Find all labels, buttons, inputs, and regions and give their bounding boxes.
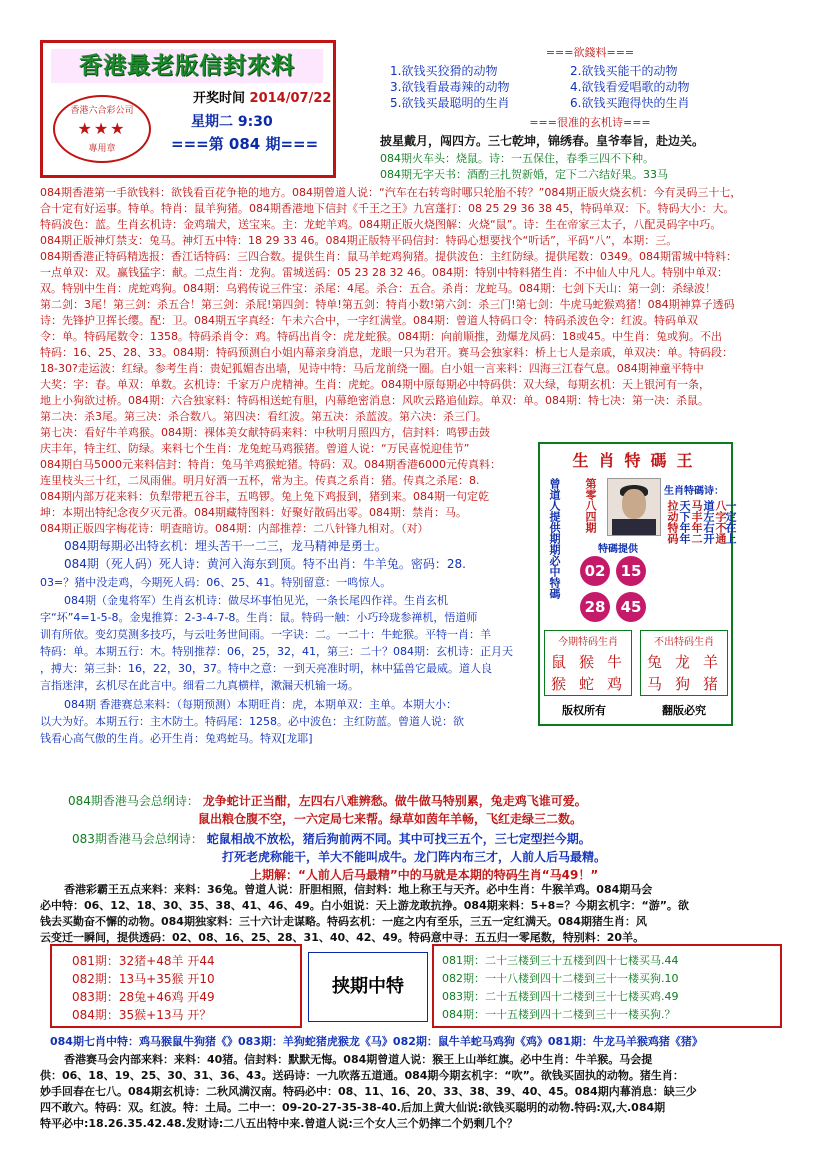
body-line: 084期香港正特码精选报：香江话特码：三四合数。提供生肖：鼠马羊蛇鸡狗猪。提供波色：主红防绿。提供尾数：0349。084期雷城中特料： [40, 250, 737, 263]
body-line: 第七决：看好牛羊鸡猴。084期：裸体美女献特码来料：中秋明月照四方，信封料：鸣锣击鼓 [40, 426, 490, 439]
zodiac-panel-title: 生肖特碼王 [572, 451, 703, 470]
riddle-item: 5.欲钱买最聪明的生肖 [390, 96, 510, 110]
footer-line: 供：06、18、19、25、30、31、36、43。送码诗：一九吹落五道通。084期今期玄机字：“吹”。欲钱买固执的动物。猪生肖： [40, 1069, 684, 1082]
body-line: 084期香港第一手欲钱料：欲钱看百花争艳的地方。084期曾道人说：“汽车在右转弯时哪只轮胎不转？”084期正版火烧玄机：今有灵码三十七， [40, 186, 742, 199]
floor-row: 083期：二十五楼到四十二楼到三十七楼买鸡.49 [442, 990, 679, 1003]
draw-date: 2014/07/22 [249, 91, 332, 106]
body-line: 庆丰年，特主红、防绿。来料七个生肖：龙兔蛇马鸡猴猪。曾道人说：“万民喜悦迎佳节” [40, 442, 470, 455]
king-line: 钱去买勤奋不懈的动物。084期独家料：三十六计走谋略。特码玄机：一庭之内有至乐，三五一定红满天。084期猪生肖：风 [40, 915, 647, 928]
number-ball: 15 [616, 556, 646, 586]
pig-icon: 猪 [703, 675, 719, 693]
body-line: 一点单双：双。赢钱猛字：献。二点生肖：龙狗。雷城送码：05 23 28 32 46。084期：特别中特料猪生肖：不中仙人中凡人。特别中单双： [40, 266, 728, 279]
draw-time [193, 87, 331, 106]
weekday: 星期二 9:30 [191, 114, 273, 130]
history-row: 081期：32猪+48羊 开44 [72, 954, 215, 968]
king-line: 香港彩霸王五点来料：来料：36兔。曾道人说：肝胆相照，信封料：地上称王与天齐。必中生肖：牛猴羊鸡。084期马会 [64, 883, 653, 896]
number-ball: 28 [580, 592, 610, 622]
body-line: 084期（金鬼将军）生肖玄机诗：做尽坏事怕见光，一条长尾四作祥。生肖玄机 [64, 594, 448, 607]
rabbit-icon: 兔 [647, 653, 663, 671]
history-row: 084期：35猴+13马 开？ [72, 1008, 212, 1022]
body-line: 令：单。特码尾数令：1358。特码杀肖令：鸡。特码出肖令：虎龙蛇猴。084期：向前顺推，劲爆龙凤码：18或45。中生肖：兔或狗。不出 [40, 330, 722, 343]
body-line: 03=？猪中没走鸡，今期死人码：06、25、41。特别留意：一鸣惊人。 [40, 576, 392, 589]
poem-084-label: 084期香港马会总纲诗： [68, 794, 199, 808]
train-head-line: 084期火车头：烧鼠。诗：一五保住，春季三四不下种。 [380, 152, 654, 165]
excluded-zodiac-label: 不出特码生肖 [654, 637, 714, 648]
body-line: 钱看心高气傲的生肖。必开生肖：兔鸡蛇马。特双[龙耶] [40, 732, 313, 745]
no-copy-label: 翻版必究 [662, 704, 706, 717]
history-box-left [50, 944, 302, 1028]
riddle-row-3 [390, 94, 790, 111]
history-row: 083期：28兔+46鸡 开49 [72, 990, 215, 1004]
zodiac-period-column: 第零八四期 [584, 478, 597, 533]
ox-icon: 牛 [607, 653, 623, 671]
seal-top-text: 香港六合彩公司 [70, 106, 134, 116]
body-line: 第二剑：3尾！第三剑：杀五合！第三剑：杀屁!第四剑：特单!第五剑：特肖小数!第六剑：杀三门!第七剑：牛虎马蛇猴鸡猪！084期神算子透码 [40, 298, 735, 311]
zodiac-poem-col: 道左右开 [702, 500, 715, 544]
poem-083-line2: 打死老虎称能干，羊大不能叫成牛。龙门阵内布三才，人前人后马最精。 [222, 850, 607, 864]
today-zodiac-label: 今期特码生肖 [558, 637, 618, 648]
body-line: 084期 香港赛总来料：（每期预测）本期旺肖：虎，本期单双：主单。本期大小： [64, 698, 457, 711]
king-line: 必中特：06、12、18、30、35、38、41、46、49。白小姐说：天上游龙敢抗挣。084期来料：5+8=？今期玄机字：“游”。欲 [40, 899, 689, 912]
zodiac-poem-col: 天下年年 [678, 500, 691, 544]
page-title: 香港最老版信封來料 [51, 49, 323, 83]
body-line: 合十定有好运事。特单。特肖：鼠羊狗猪。084期香港地下信封《千王之王》九宫蓬打：08 25 29 36 38 45，特码单双：下。特码大小：大。 [40, 202, 735, 215]
poem-083 [72, 830, 591, 847]
zodiac-poem-col: 拉动特码 [666, 500, 679, 544]
money-riddle-block [380, 44, 800, 184]
body-line: 训有所依。变幻莫测多技巧，与云吐务世间雨。一字诀：二。一二十：牛蛇猴。平特一肖：羊 [40, 628, 491, 641]
riddle-item: 4.欲钱看爱唱歌的动物 [570, 80, 690, 94]
zodiac-poem-col: 八字不通 [714, 500, 727, 544]
money-riddle-heading: ===欲錢料=== [545, 46, 635, 59]
footer-line: 084期七肖中特：鸡马猴鼠牛狗猪《》083期：羊狗蛇猪虎猴龙《马》082期：鼠牛羊蛇马鸡狗《鸡》081期：牛龙马羊猴鸡猪《猪》 [50, 1035, 703, 1048]
body-line: 084期每期必出特玄机：埋头苦干一二三，龙马精神是勇士。 [64, 539, 387, 553]
body-line: 特码：单。本期五行：木。特别推荐：06，25，32，41，第三：二十？084期：玄机诗：正月天 [40, 645, 513, 658]
riddle-row-1 [390, 62, 790, 79]
footer-line: 香港赛马会内部来料：来料：40猪。信封料：默默无悔。084期曾道人说：猴王上山举红旗。必中生肖：牛羊猴。马会提 [64, 1053, 653, 1066]
seal-stars: ★★★ [77, 119, 127, 138]
snake-icon: 蛇 [579, 675, 595, 693]
riddle-item: 3.欲钱看最毒辣的动物 [390, 80, 510, 94]
company-seal [53, 95, 151, 163]
body-line: 坤：本期出特纪念夜夕灭元番。084期藏特图料：好聚好散码出零。084期：禁肖：马。 [40, 506, 467, 519]
body-line: 084期正版神灯禁支：兔马。神灯五中特：18 29 33 46。084期正版特平码信封：特码心想要找个“听话”，平码“八”，本期：三。 [40, 234, 678, 247]
king-line: 云变迁一瞬间，提供透码：02、08、16、25、28、31、40、42、49。特码意中寻：五五归一零尾数，特别料：20羊。 [40, 931, 645, 944]
poem-084 [68, 792, 587, 809]
body-line: 大奖：字：春。单双：单数。玄机诗：千家万户虎精神。生肖：虎蛇。084期中原每期必中特码供：双大绿，每期玄机：天上银河有一条， [40, 378, 710, 391]
body-line: 084期正版四字梅花诗：明查暗访。084期：内部推荐：二八针锋九相对。（对） [40, 522, 429, 535]
body-line: 言指迷津，玄机尽在此言中。细看二九真横样，漱漏天机输一场。 [40, 679, 359, 692]
floor-row: 082期：一十八楼到四十二楼到三十一楼买狗.10 [442, 972, 679, 985]
body-line: ，搏大：第三卦：16，22，30，37。特中之意：一到天亮准时明，林中猛兽它最威。道人良 [40, 662, 492, 675]
poem-083-line1: 蛇鼠相战不放松，猪后狗前两不同。其中可找三五个，三七定型拦今期。 [206, 832, 591, 846]
poem-083-label: 083期香港马会总纲诗： [72, 832, 203, 846]
poem-084-line1: 龙争蛇计正当酣，左四右八难辨愁。做牛做马特别累，兔走鸡飞谁可爱。 [202, 794, 587, 808]
heavenly-book-line: 084期无字天书：酒酌三扎贺新婚，定下二六结好果。33马 [380, 168, 668, 181]
body-line: 特码：16、25、28、33。084期：特码预测白小姐内幕亲身消息，龙眼一只为君开。赛马会独家料：桥上七人是亲戚，单双决：单。特码段： [40, 346, 733, 359]
riddle-item: 6.欲钱买跑得快的生肖 [570, 96, 690, 110]
body-line: 084期（死人码）死人诗：黄河入海东到顶。特不出肖：牛羊兔。密码：28. [64, 557, 466, 571]
zodiac-poem-col: 马丰年二 [690, 500, 703, 544]
floor-box-right [432, 944, 782, 1028]
number-ball: 45 [616, 592, 646, 622]
riddle-item: 2.欲钱买能干的动物 [570, 64, 678, 78]
rooster-icon: 鸡 [607, 675, 623, 693]
header-box [40, 40, 336, 178]
history-row: 082期：13马+35猴 开10 [72, 972, 215, 986]
draw-time-label: 开奖时间 [193, 91, 246, 106]
zodiac-left-column: 曾道人提供期期必中特碼 [548, 478, 561, 599]
riddle-item: 1.欲钱买狡猾的动物 [390, 64, 498, 78]
footer-line: 妙手回春在七八。084期玄机诗：二秋风满汉南。特码必中：08、11、16、20、33、38、39、40、45。084期内幕消息：缺三少 [40, 1085, 697, 1098]
footer-line: 四不敢六。特码：双。红波。特：土局。二中一：09-20-27-35-38-40.后加上黄大仙说:欲钱买聪明的动物.特码:双,大.084期 [40, 1101, 666, 1114]
body-line: 连里枝头三十红，二凤雨催。明月好酒一五杯，常为主。传真之系肖：猪。传真之杀尾：8. [40, 474, 480, 487]
body-line: 084期白马5000元来料信封：特肖：兔马羊鸡猴蛇猪。特码：双。084期香港6000元传真料： [40, 458, 501, 471]
zodiac-poem-heading: 生肖特碼诗： [664, 486, 724, 497]
body-line: 双。特别中生肖：虎蛇鸡狗。084期：乌鸦传说三件宝：杀尾：4尾。杀合：五合。杀肖：龙蛇马。084期：七剑下天山：第一剑：杀绿波！ [40, 282, 716, 295]
floor-row: 081期：二十三楼到三十五楼到四十七楼买马.44 [442, 954, 679, 967]
zodiac-poem-col: 一定在上 [724, 500, 737, 544]
body-line: 18-30?走运波：红绿。参考生肖：贵妃狐媚杏出墙，见诗中特：马后龙前绕一圈。白小姐一言来料：四海三江春气息。084期神童平特中 [40, 362, 704, 375]
portrait-image [607, 478, 661, 536]
horse-icon: 马 [647, 675, 663, 693]
body-line: 第二决：杀3尾。第三决：杀合数八。第四决：看红波。第五决：杀蓝波。第六决：杀三门。 [40, 410, 487, 423]
body-line: 诗：先锋护卫挥长缨。配：卫。084期五字真经：午未六合中，一字红满堂。084期：曾道人特码口令：特码杀波色令：红波。特码单双 [40, 314, 698, 327]
goat-icon: 羊 [703, 653, 719, 671]
zodiac-king-panel [538, 442, 737, 726]
dragon-icon: 龙 [675, 653, 691, 671]
body-line: 特码波色：蓝。生肖玄机诗：金鸡瑞犬，送宝来。主：龙蛇羊鸡。084期正版火烧图解：火烧“鼠”。诗：生在帝家三太子，八配灵码字中巧。 [40, 218, 722, 231]
today-zodiac-box [544, 630, 632, 696]
excluded-zodiac-box [640, 630, 728, 696]
poem-083-explain: 上期解：“人前人后马最精”中的马就是本期的特码生肖“马49！” [250, 868, 599, 882]
poem-heading: ===很准的玄机诗=== [529, 116, 651, 129]
dog-icon: 狗 [675, 675, 691, 693]
seal-bottom-text: 專用章 [88, 144, 116, 154]
special-label-box: 挟期中特 [308, 952, 428, 1022]
monkey-icon: 猴 [579, 653, 595, 671]
body-line: 地上小狗欲过桥。084期：六合独家料：特码相送蛇有胆，内幕绝密消息：风吹云路追仙踪。单双：单。084期：特七决：第一决：杀鼠。 [40, 394, 709, 407]
rat-icon: 鼠 [551, 653, 567, 671]
poem-line: 披星戴月，闯四方。三七乾坤，锦绣春。皇爷奉旨，赴边关。 [380, 134, 705, 148]
body-line: 以大为好。本期五行：主木防土。特码尾：1258。必中波色：主红防蓝。曾道人说：欲 [40, 715, 464, 728]
monkey-icon: 猴 [551, 675, 567, 693]
body-line: 084期内部万花来料：负犁带耙五谷丰，五鸣锣。兔上兔下鸡报到，猪到来。084期一句定乾 [40, 490, 489, 503]
tema-label: 特碼提供 [598, 544, 638, 555]
number-ball: 02 [580, 556, 610, 586]
riddle-row-2 [390, 78, 790, 95]
poem-084-line2: 鼠出粮仓腹不空，一六定局七来帮。绿草如茵年羊畅，飞红走绿三二数。 [198, 812, 583, 826]
period-number: ===第 084 期=== [171, 135, 319, 153]
footer-line: 特平必中:18.26.35.42.48.发财诗:二八五出特中来.曾道人说:三个女人三个奶摔二个奶剩几个？ [40, 1117, 518, 1130]
body-line: 字“坏”4=1-5-8。金鬼推算：2-3-4-7-8。生肖：鼠。特码一触：小巧玲珑参禅机，悟道师 [40, 611, 478, 624]
floor-row: 084期：一十五楼到四十二楼到三十一楼买狗.？ [442, 1008, 676, 1021]
copyright-label: 版权所有 [562, 704, 606, 717]
